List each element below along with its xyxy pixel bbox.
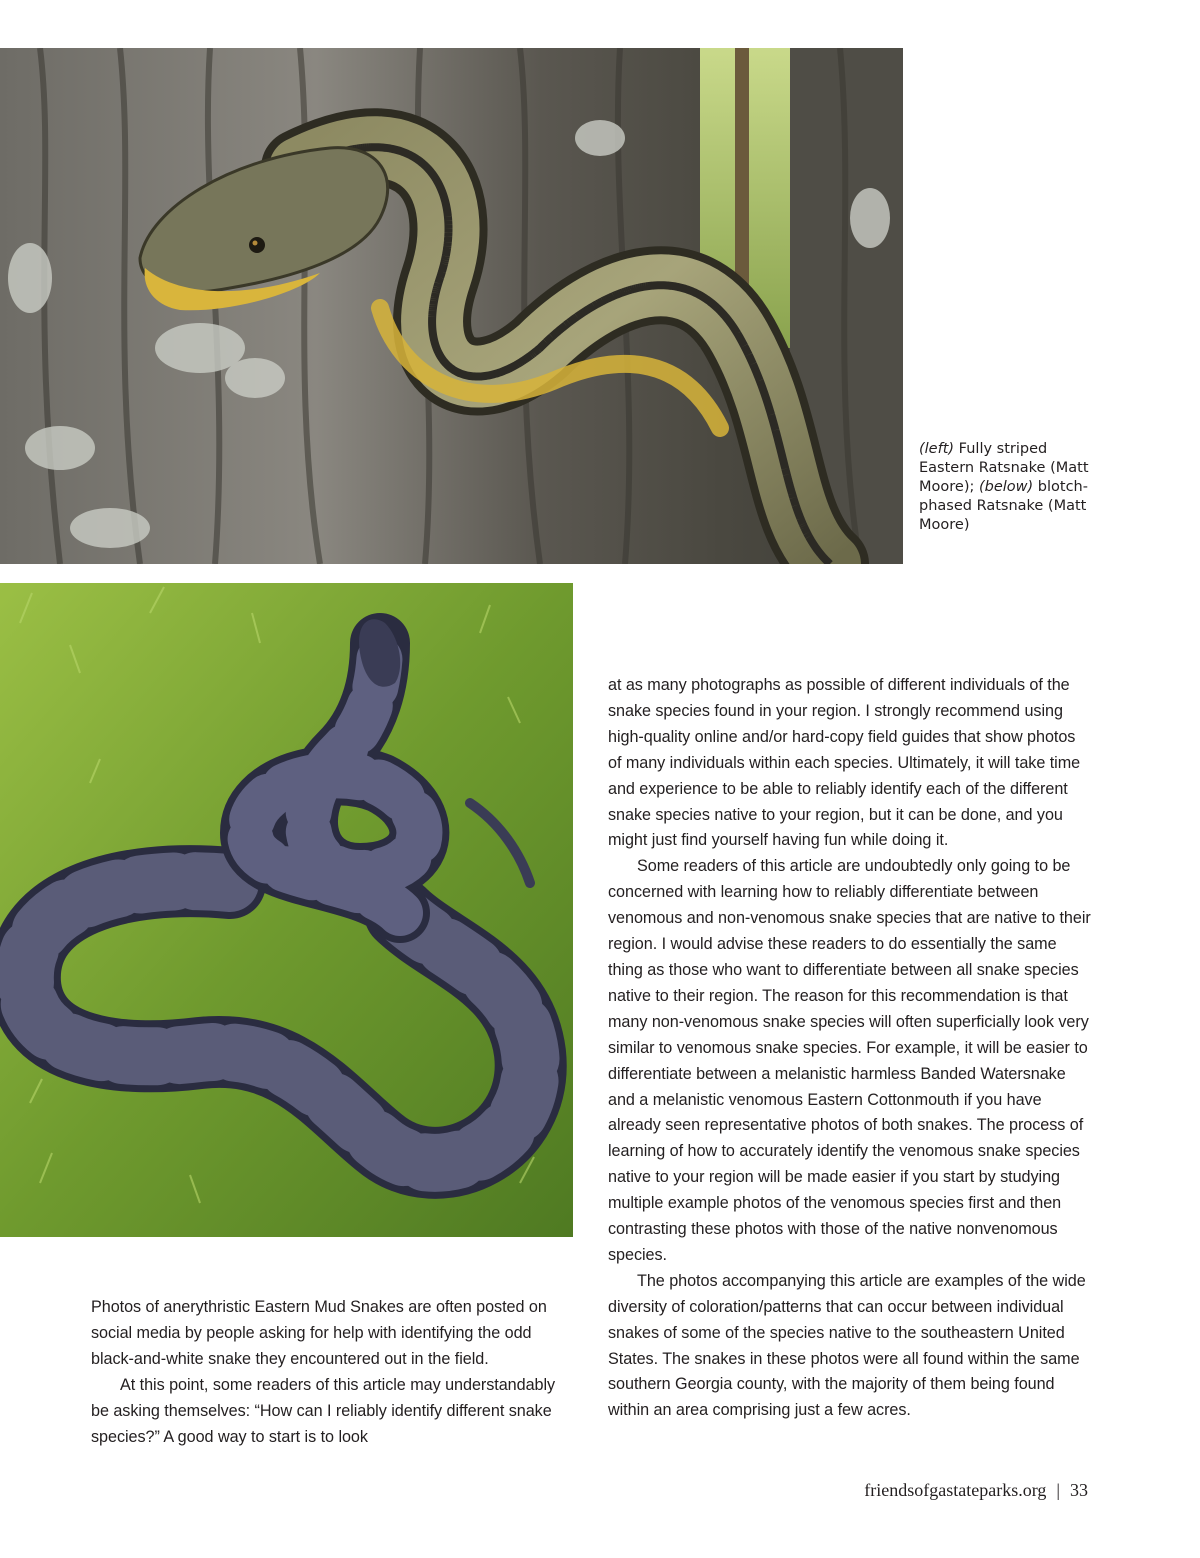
caption-left-text: Fully striped Eastern Ratsnake (Matt Moore); <box>919 441 1089 495</box>
caption-below-text: blotch-phased Ratsnake (Matt Moore) <box>919 479 1088 533</box>
footer-separator: | <box>1056 1480 1060 1500</box>
ratsnake-grass-photo <box>0 583 573 1237</box>
left-text-column <box>91 1295 571 1450</box>
right-text-column <box>608 673 1092 1424</box>
paragraph: at as many photographs as possible of different individuals of the snake species found in your region. I strongly recommend using high-quality online and/or hard-copy field guides that show photos of many individuals within each species. Ultimately, it will take time and experience to be able to reliably identify each of the different snake species native to your region, but it can be done, and you might just find yourself having fun while doing it. <box>608 676 1081 850</box>
photo-caption <box>919 440 1089 535</box>
paragraph: Photos of anerythristic Eastern Mud Snakes are often posted on social media by people asking for help with identifying the odd black-and-white snake they encountered out in the field. <box>91 1298 547 1368</box>
paragraph: The photos accompanying this article are examples of the wide diversity of coloration/patterns that can occur between individual snakes of some of the species native to the southeastern United States. The snakes in these photos were all found within the same southern Georgia county, with the majority of them being found within an area comprising just a few acres. <box>608 1271 1086 1420</box>
ratsnake-tree-photo <box>0 48 903 564</box>
caption-left-tag: (left) <box>919 441 955 457</box>
page-number: 33 <box>1070 1480 1088 1500</box>
paragraph: At this point, some readers of this article may understandably be asking themselves: “How can I reliably identify different snake species?” A good way to start is to look <box>91 1375 556 1446</box>
paragraph: Some readers of this article are undoubtedly only going to be concerned with learning how to reliably differentiate between venomous and non-venomous snake species that are native to their region. I would advise these readers to do essentially the same thing as those who want to differentiate between all snake species native to their region. The reason for this recommendation is that many non-venomous snake species will often superficially look very similar to venomous snake species. For example, it will be easier to differentiate between a melanistic harmless Banded Watersnake and a melanistic venomous Eastern Cottonmouth if you have already seen representative photos of both snakes. The process of learning of how to accurately identify the venomous snake species native to your region will be made easier if you start by studying multiple example photos of the venomous species first and then contrasting these photos with those of the native nonvenomous species. <box>608 857 1091 1264</box>
footer-site-url[interactable]: friendsofgastateparks.org <box>864 1480 1047 1500</box>
page-footer <box>864 1480 1088 1501</box>
caption-below-tag: (below) <box>978 479 1034 495</box>
